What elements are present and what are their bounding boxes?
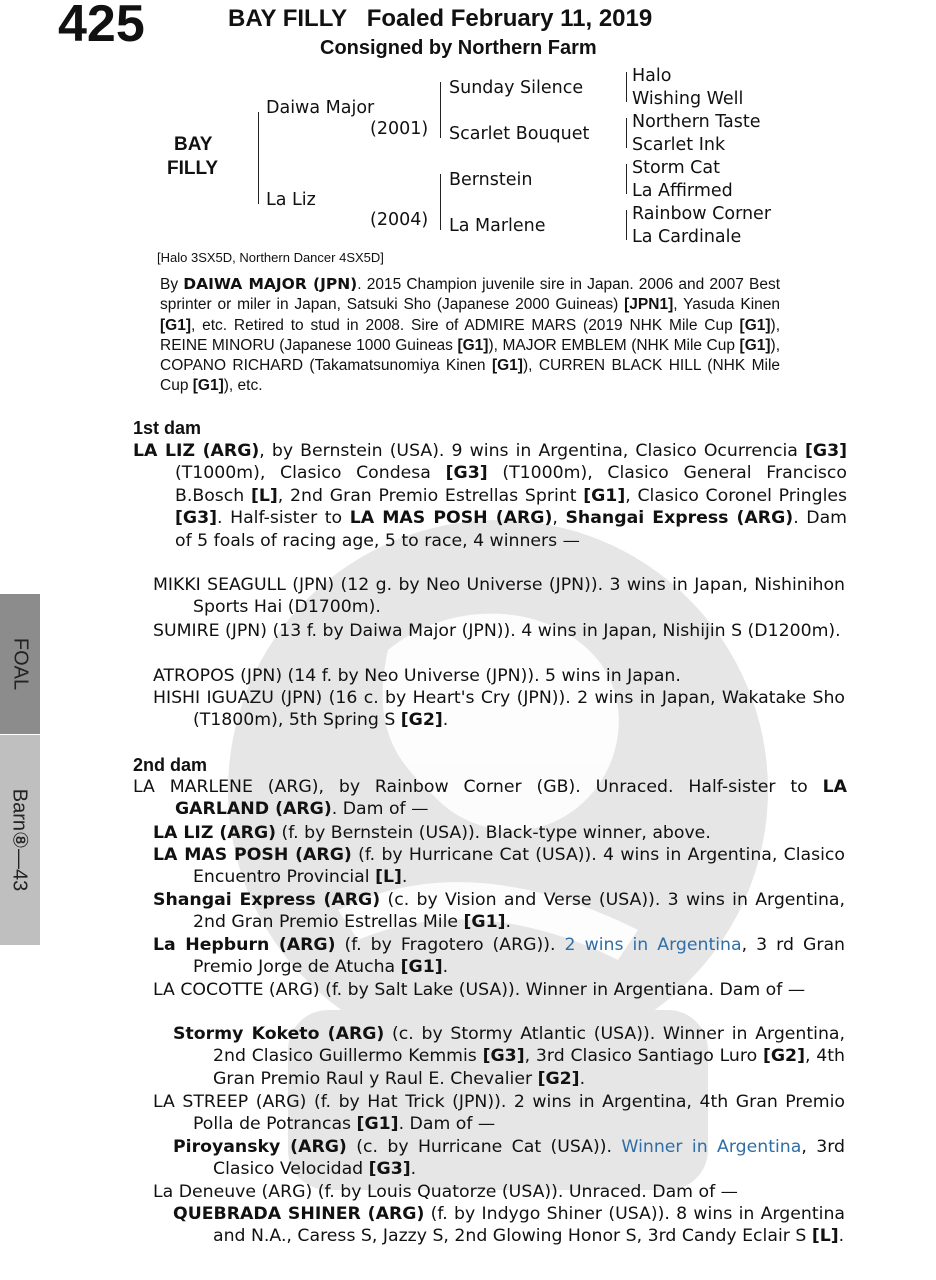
foal-entry: SUMIRE (JPN) (13 f. by Daiwa Major (JPN)). 4 wins in Japan, Nishijin S (D1200m). — [153, 621, 841, 641]
brace-g3-3 — [626, 164, 627, 194]
produce-entry: LA MAS POSH (ARG) (f. by Hurricane Cat (USA)). 4 wins in Argentina, Clasico Encuentro Provincial [L]. — [153, 845, 846, 888]
pedigree-sire-dam: Scarlet Bouquet — [449, 124, 590, 144]
side-tab-foal[interactable] — [0, 594, 40, 734]
side-tab-barn-label: Barn⑧—43 — [8, 788, 31, 892]
pedigree-g3-1: Halo — [632, 66, 672, 86]
horse-title: BAY FILLY Foaled February 11, 2019 — [228, 5, 653, 32]
brace-g3-4 — [626, 210, 627, 240]
pedigree-dam-year: (2004) — [370, 210, 429, 230]
pedigree-g3-5: Storm Cat — [632, 158, 720, 178]
link-2-wins[interactable]: 2 wins in Argentina — [564, 935, 742, 955]
pedigree-dam-sire: Bernstein — [449, 170, 533, 190]
pedigree-g3-7: Rainbow Corner — [632, 204, 772, 224]
foal-entry: HISHI IGUAZU (JPN) (16 c. by Heart's Cry (JPN)). 2 wins in Japan, Wakatake Sho (T1800m), 5th Spring S [G2]. — [153, 688, 845, 731]
brace-dam — [440, 174, 441, 230]
consignor: Consigned by Northern Farm — [320, 37, 597, 59]
pedigree-subject-line-2: FILLY — [167, 158, 219, 179]
side-tab-foal-label: FOAL — [9, 637, 32, 691]
pedigree-g3-2: Wishing Well — [632, 89, 744, 109]
brace-g3-1 — [626, 72, 627, 102]
second-dam-heading: 2nd dam — [133, 755, 208, 775]
pedigree-g3-3: Northern Taste — [632, 112, 761, 132]
foal-entry: ATROPOS (JPN) (14 f. by Neo Universe (JPN)). 5 wins in Japan. — [153, 666, 681, 686]
produce-entry: QUEBRADA SHINER (ARG) (f. by Indygo Shiner (USA)). 8 wins in Argentina and N.A., Caress S, Jazzy S, 2nd Glowing Honor S, 3rd Candy Eclair S [L]. — [173, 1204, 845, 1247]
pedigree-sire-year: (2001) — [370, 119, 429, 139]
pedigree-dam: La Liz — [266, 190, 316, 210]
link-winner-in-argentina[interactable]: Winner in Argentina — [621, 1137, 802, 1157]
pedigree-g3-4: Scarlet Ink — [632, 135, 726, 155]
brace-subject — [258, 112, 259, 204]
produce-entry: LA LIZ (ARG) (f. by Bernstein (USA)). Black-type winner, above. — [153, 823, 711, 843]
second-dam-entry: LA MARLENE (ARG), by Rainbow Corner (GB). Unraced. Half-sister to LA GARLAND (ARG). Dam of — — [133, 777, 847, 820]
lot-number: 425 — [58, 0, 145, 53]
produce-entry: LA COCOTTE (ARG) (f. by Salt Lake (USA)). Winner in Argentiana. Dam of — — [153, 980, 806, 1000]
brace-sire — [440, 82, 441, 138]
foal-entry: MIKKI SEAGULL (JPN) (12 g. by Neo Universe (JPN)). 3 wins in Japan, Nishinihon Sports Hai (D1700m). — [153, 575, 845, 618]
side-tab-barn[interactable] — [0, 735, 40, 945]
produce-entry: Shangai Express (ARG) (c. by Vision and Verse (USA)). 3 wins in Argentina, 2nd Gran Premio Estrellas Mile [G1]. — [153, 890, 845, 933]
pedigree-subject-line-1: BAY — [174, 134, 213, 155]
first-dam-heading: 1st dam — [133, 418, 202, 438]
pedigree-dam-dam: La Marlene — [449, 216, 546, 236]
produce-entry: La Hepburn (ARG) (f. by Fragotero (ARG)). 2 wins in Argentina, 3 rd Gran Premio Jorge de Atucha [G1]. — [153, 935, 846, 978]
first-dam-entry: LA LIZ (ARG), by Bernstein (USA). 9 wins in Argentina, Clasico Ocurrencia [G3] (T1000m), Clasico Condesa [G3] (T1000m), Clasico General Francisco B.Bosch [L], 2nd Gran Premio Estrellas Sprint [G1], Clasico Coronel Pringles [G3]. Half-sister to LA MAS POSH (ARG), Shangai Express (ARG). Dam of 5 foals of racing age, 5 to race, 4 winners — — [133, 441, 848, 551]
pedigree-g3-6: La Affirmed — [632, 181, 733, 201]
sire-summary: By DAIWA MAJOR (JPN). 2015 Champion juvenile sire in Japan. 2006 and 2007 Best sprinter or miler in Japan, Satsuki Sho (Japanese 2000 Guineas) [JPN1], Yasuda Kinen [G1], etc. Retired to stud in 2008. Sire of ADMIRE MARS (2019 NHK Mile Cup [G1]), REINE MINORU (Japanese 1000 Guineas [G1]), MAJOR EMBLEM (NHK Mile Cup [G1]), COPANO RICHARD (Takamatsunomiya Kinen [G1]), CURREN BLACK HILL (NHK Mile Cup [G1]), etc. — [160, 275, 781, 395]
brace-g3-2 — [626, 118, 627, 148]
produce-entry: Piroyansky (ARG) (c. by Hurricane Cat (USA)). Winner in Argentina, 3rd Clasico Velocidad [G3]. — [173, 1137, 845, 1180]
produce-entry: LA STREEP (ARG) (f. by Hat Trick (JPN)). 2 wins in Argentina, 4th Gran Premio Polla de Potrancas [G1]. Dam of — — [153, 1092, 845, 1135]
produce-entry: Stormy Koketo (ARG) (c. by Stormy Atlantic (USA)). Winner in Argentina, 2nd Clasico Guillermo Kemmis [G3], 3rd Clasico Santiago Luro [G2], 4th Gran Premio Raul y Raul E. Chevalier [G2]. — [173, 1024, 845, 1089]
pedigree-g3-8: La Cardinale — [632, 227, 742, 247]
pedigree-sire-sire: Sunday Silence — [449, 78, 584, 98]
pedigree-sire: Daiwa Major — [266, 98, 375, 118]
inbreeding-note: [Halo 3SX5D, Northern Dancer 4SX5D] — [157, 250, 384, 265]
produce-entry: La Deneuve (ARG) (f. by Louis Quatorze (USA)). Unraced. Dam of — — [153, 1182, 738, 1202]
